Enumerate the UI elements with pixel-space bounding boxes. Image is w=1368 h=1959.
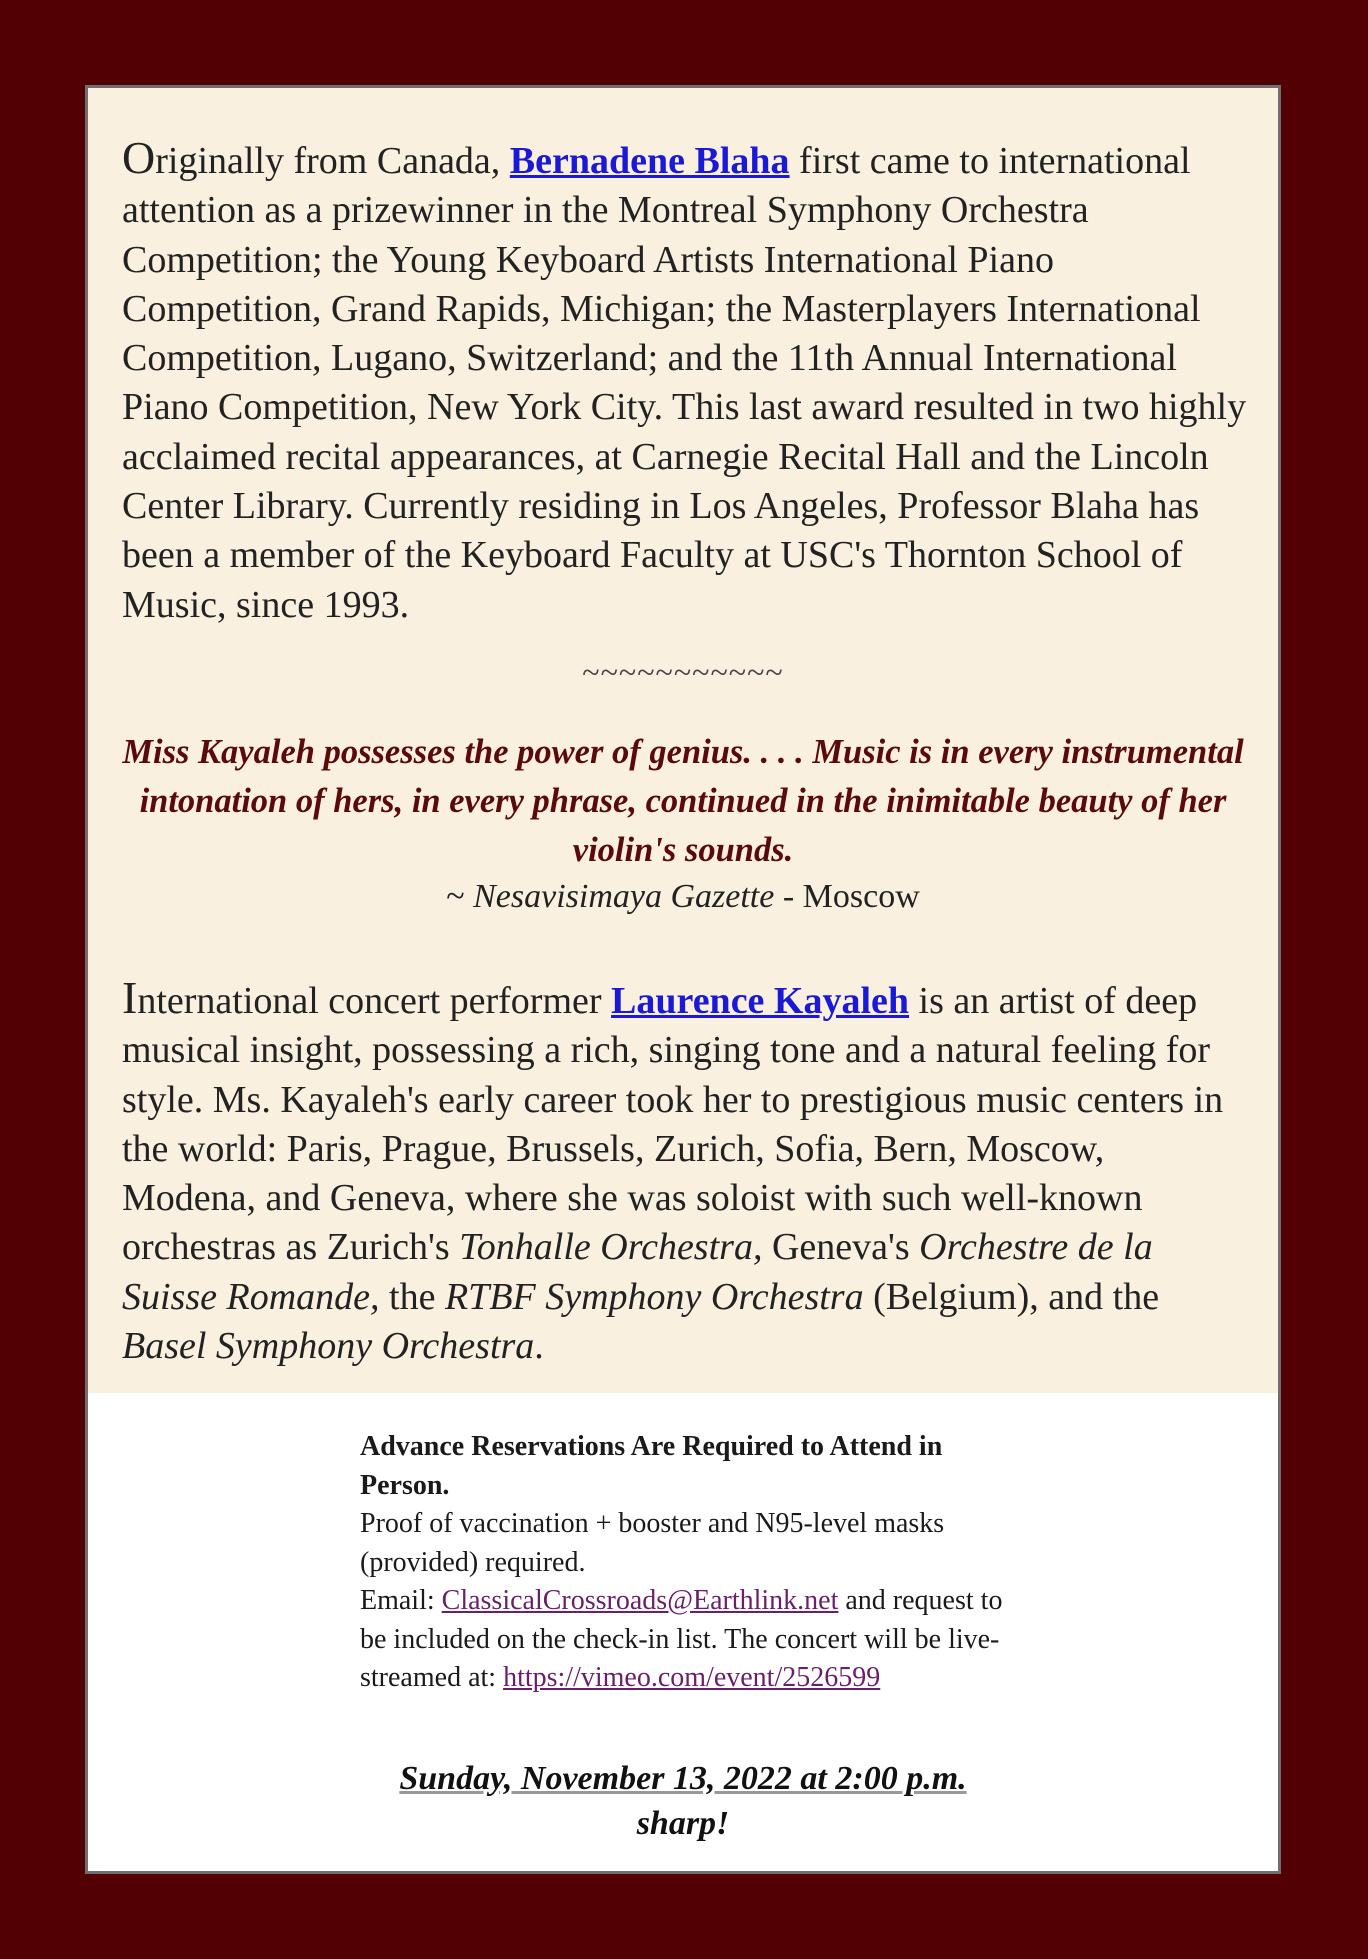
reservation-info xyxy=(360,1428,1020,1698)
bio-kayaleh xyxy=(122,973,1247,1371)
contact-text xyxy=(360,1582,1020,1698)
drop-cap: I xyxy=(122,972,138,1023)
orchestra-name: Tonhalle Orchestra, xyxy=(459,1226,763,1269)
date-sharp: sharp! xyxy=(636,1805,730,1842)
bio-text: first came to international attention as a prizewinner in the Montreal Symphony Orchestra Competition; the Young Keyboard Artists International Piano Competition, Grand Rapids, Michigan; the Masterplayers International Competition, Lugano, Switzerland; and the 11th Annual International Piano Competition, New York City. This last award resulted in two highly acclaimed recital appearances, at Carnegie Recital Hall and the Lincoln Center Library. Currently residing in Los Angeles, Professor Blaha has been a member of the Keyboard Faculty at USC's Thornton School of Music, since 1993. xyxy=(122,140,1247,626)
bio-text: is an artist of deep musical insight, possessing a rich, singing tone and a natural feeling for style. Ms. Kayaleh's early career took her to prestigious music centers in the world: Paris, Prague, Brussels, Zurich, Sofia, Bern, Moscow, Modena, and Geneva, where she was soloist with such well-known orchestras as Zurich's xyxy=(122,980,1224,1269)
attribution-suffix: - Moscow xyxy=(774,878,920,915)
laurence-kayaleh-link[interactable]: Laurence Kayaleh xyxy=(611,980,910,1022)
bio-panel xyxy=(88,88,1278,1393)
bio-text: riginally from Canada, xyxy=(155,140,510,182)
attribution-prefix: ~ xyxy=(446,878,474,915)
stream-link[interactable]: https://vimeo.com/event/2526599 xyxy=(503,1662,881,1693)
vaccination-note: Proof of vaccination + booster and N95-level masks (provided) required. xyxy=(360,1508,945,1578)
email-link[interactable]: ClassicalCrossroads@Earthlink.net xyxy=(441,1585,839,1616)
bio-text: nternational concert performer xyxy=(137,980,612,1022)
quote-attribution xyxy=(88,875,1278,919)
bio-text: the xyxy=(379,1275,445,1318)
orchestra-name: Basel Symphony Orchestra xyxy=(122,1325,535,1368)
divider: ~~~~~~~~~~~ xyxy=(582,654,784,690)
press-quote: Miss Kayaleh possesses the power of genius. . . . Music is in every instrumental intonation of hers, in every phrase, continued in the inimitable beauty of her violin's sounds. xyxy=(122,733,1244,869)
date-line: Sunday, November 13, 2022 at 2:00 p.m. xyxy=(399,1760,967,1797)
page-frame xyxy=(85,85,1281,1874)
bio-text: (Belgium), and the xyxy=(863,1275,1160,1318)
bernadene-blaha-link[interactable]: Bernadene Blaha xyxy=(509,140,790,182)
attribution-source: Nesavisimaya Gazette xyxy=(473,878,775,915)
bio-text: . xyxy=(534,1325,544,1368)
concert-date xyxy=(88,1756,1278,1846)
reservation-heading: Advance Reservations Are Required to Attend in Person. xyxy=(360,1431,943,1501)
drop-cap: O xyxy=(122,132,156,183)
contact-body: and request to be included on the check-in list. The concert will be live-streamed at: xyxy=(360,1585,1003,1693)
bio-text: Geneva's xyxy=(762,1226,920,1269)
orchestra-name: Orchestre de la Suisse Romande, xyxy=(122,1226,1153,1318)
email-label: Email: xyxy=(360,1585,442,1616)
bio-blaha xyxy=(122,133,1247,630)
orchestra-name: RTBF Symphony Orchestra xyxy=(444,1275,864,1318)
